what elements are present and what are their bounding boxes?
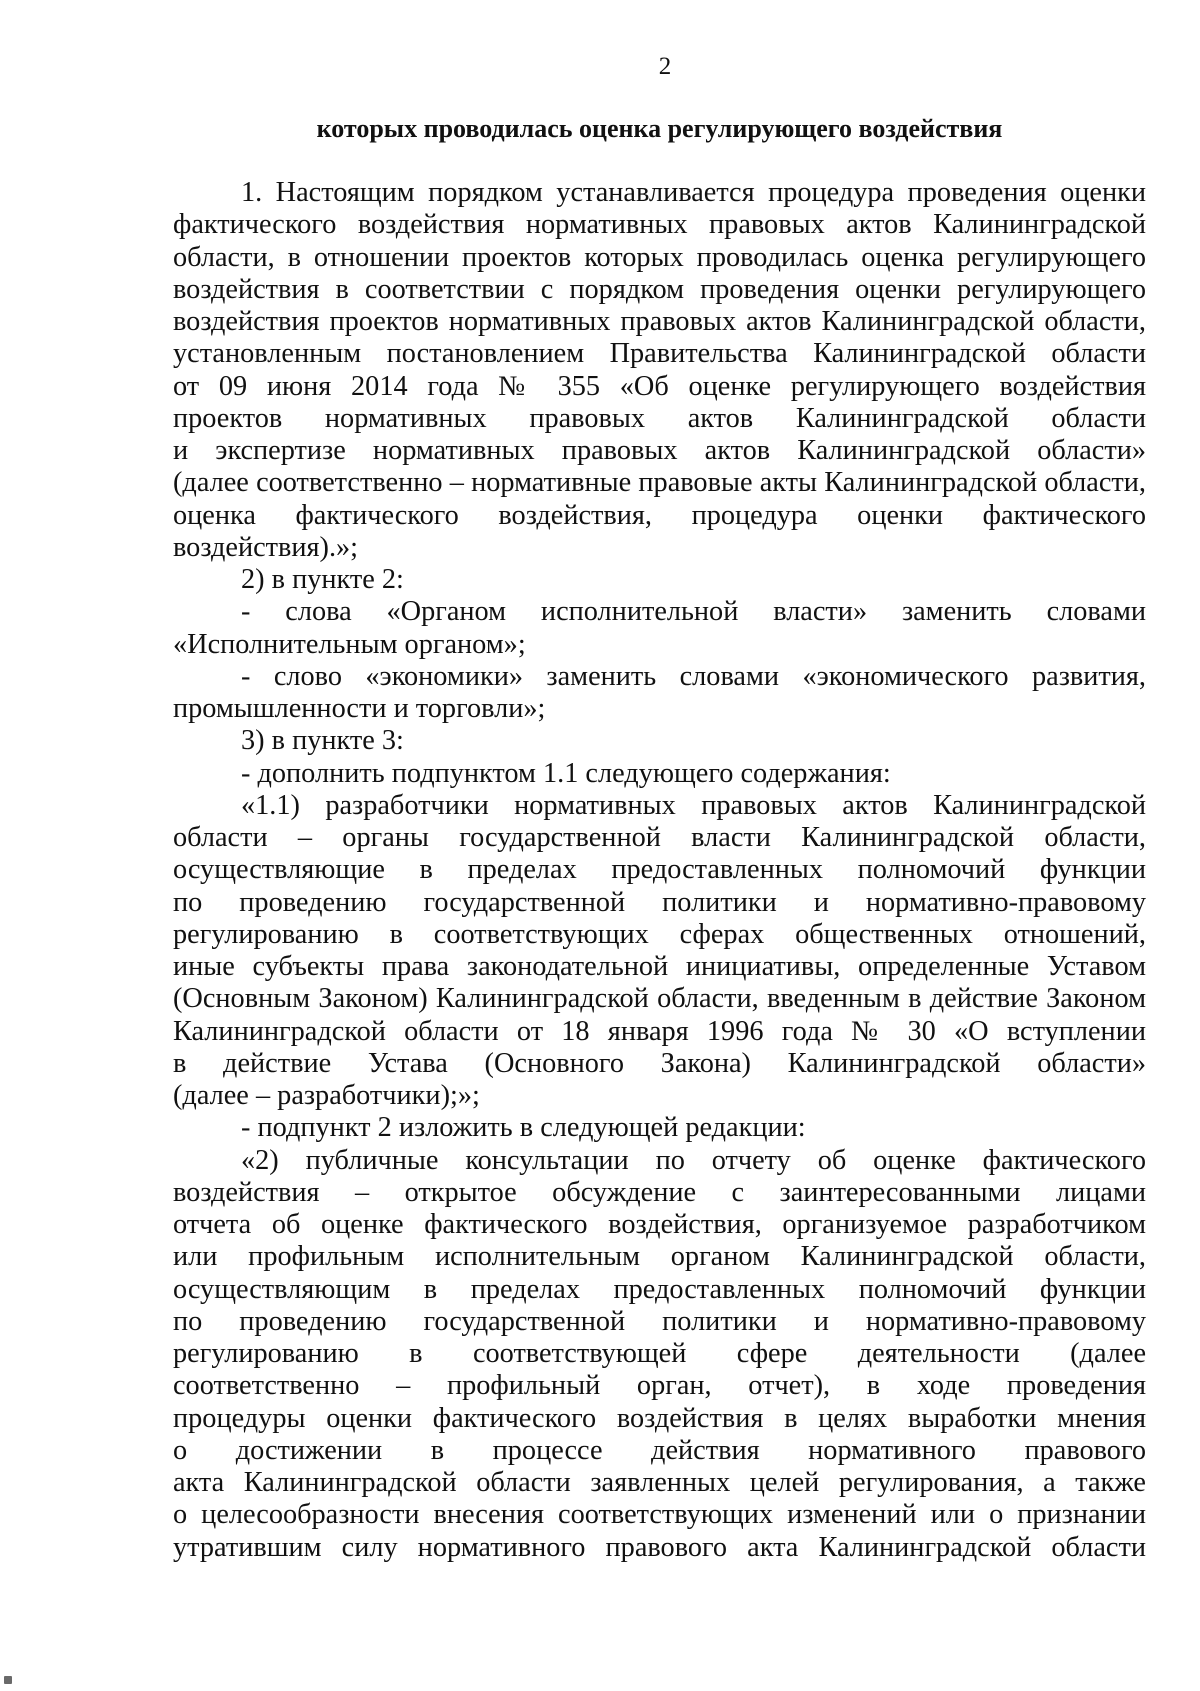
body-line: по проведению государственной политики и нормативно-правовому (173, 1305, 1146, 1337)
body-line: отчета об оценке фактического воздействия, организуемое разработчиком (173, 1209, 1146, 1240)
body-line: по проведению государственной политики и нормативно-правовому (173, 886, 1146, 918)
body-line: установленным постановлением Правительства Калининградской области (173, 338, 1146, 370)
body-line: воздействия проектов нормативных правовых актов Калининградской области, (173, 306, 1146, 337)
section-heading: которых проводилась оценка регулирующего воздействия (316, 114, 1003, 143)
body-line: - слова «Органом исполнительной власти» заменить словами (241, 596, 1146, 628)
body-line: области – органы государственной власти Калининградской области, (173, 822, 1146, 853)
body-line: от 09 июня 2014 года № 355 «Об оценке регулирующего воздействия (173, 370, 1146, 402)
body-line: соответственно – профильный орган, отчет), в ходе проведения (173, 1370, 1146, 1402)
body-line: 3) в пункте 3: (241, 725, 404, 757)
body-line: проектов нормативных правовых актов Калининградской области (173, 402, 1146, 434)
body-line: «2) публичные консультации по отчету об оценке фактического (241, 1144, 1146, 1176)
body-line: осуществляющие в пределах предоставленных полномочий функции (173, 854, 1146, 886)
body-line: воздействия – открытое обсуждение с заинтересованными лицами (173, 1176, 1146, 1208)
body-line: регулированию в соответствующей сфере деятельности (далее (173, 1338, 1146, 1369)
body-line: фактического воздействия нормативных правовых актов Калининградской (173, 209, 1146, 241)
body-line: (далее соответственно – нормативные правовые акты Калининградской области, (173, 467, 1146, 499)
body-line: акта Калининградской области заявленных целей регулирования, а также (173, 1467, 1146, 1498)
body-line: 2) в пункте 2: (241, 564, 404, 595)
body-line: «1.1) разработчики нормативных правовых актов Калининградской (241, 789, 1146, 821)
body-line: о достижении в процессе действия нормативного правового (173, 1434, 1146, 1466)
body-line: воздействия).»; (173, 531, 359, 563)
body-line: Калининградской области от 18 января 1996 года № 30 «О вступлении (173, 1015, 1146, 1047)
body-line: утратившим силу нормативного правового акта Калининградской области (173, 1531, 1146, 1563)
body-line: - дополнить подпунктом 1.1 следующего содержания: (241, 757, 891, 789)
body-line: осуществляющим в пределах предоставленных полномочий функции (173, 1273, 1146, 1305)
body-line: - подпункт 2 изложить в следующей редакции: (241, 1112, 806, 1144)
body-line: 1. Настоящим порядком устанавливается процедура проведения оценки (241, 177, 1146, 208)
body-line: регулированию в соответствующих сферах общественных отношений, (173, 918, 1146, 950)
body-line: и экспертизе нормативных правовых актов Калининградской области» (173, 435, 1146, 466)
body-line: промышленности и торговли»; (173, 693, 546, 724)
body-line: (Основным Законом) Калининградской области, введенным в действие Законом (173, 983, 1146, 1015)
body-line: воздействия в соответствии с порядком проведения оценки регулирующего (173, 273, 1146, 305)
scan-artifact-mark (4, 1676, 12, 1684)
body-line: или профильным исполнительным органом Калининградской области, (173, 1241, 1146, 1273)
body-line: области, в отношении проектов которых проводилась оценка регулирующего (173, 241, 1146, 273)
page-number: 2 (658, 53, 672, 80)
body-line: - слово «экономики» заменить словами «экономического развития, (241, 660, 1146, 692)
body-line: иные субъекты права законодательной инициативы, определенные Уставом (173, 951, 1146, 982)
body-line: оценка фактического воздействия, процедура оценки фактического (173, 499, 1146, 531)
body-line: (далее – разработчики);»; (173, 1080, 480, 1111)
document-body (173, 177, 1146, 1564)
body-line: о целесообразности внесения соответствующих изменений или о признании (173, 1499, 1146, 1531)
body-line: в действие Устава (Основного Закона) Калининградской области» (173, 1047, 1146, 1079)
body-line: «Исполнительным органом»; (173, 628, 526, 660)
body-line: процедуры оценки фактического воздействия в целях выработки мнения (173, 1402, 1146, 1434)
